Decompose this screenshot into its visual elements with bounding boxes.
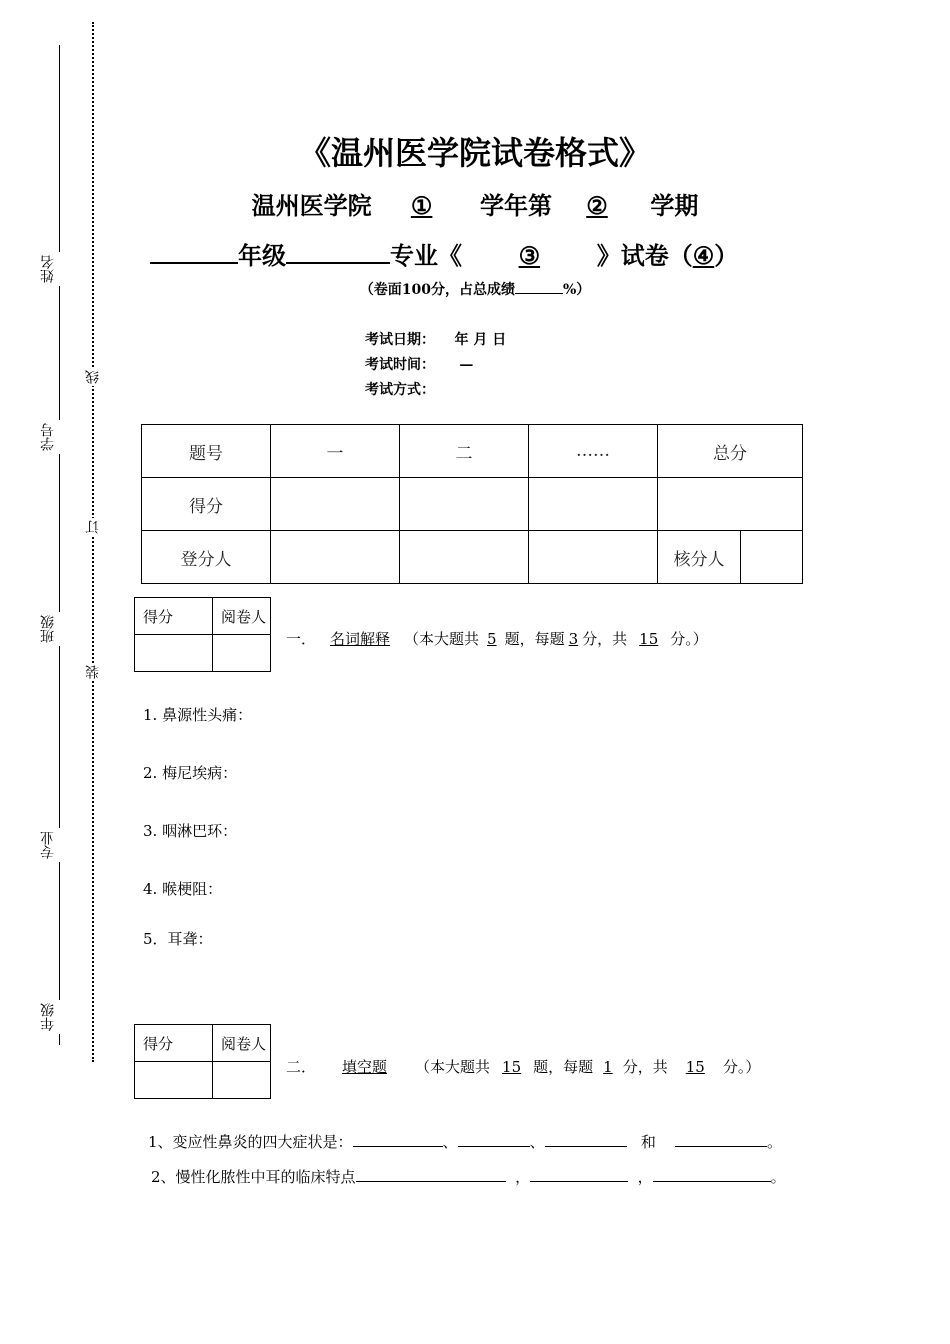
section-2-count: 15 bbox=[502, 1058, 522, 1076]
bind-char: 装 bbox=[85, 665, 101, 679]
section-2-heading bbox=[286, 1056, 760, 1077]
header-cell: …… bbox=[529, 425, 658, 478]
period: 。 bbox=[766, 1133, 782, 1151]
section-2-total: 15 bbox=[685, 1058, 705, 1076]
grader-score-cell[interactable] bbox=[135, 635, 213, 672]
recorder-cell[interactable] bbox=[400, 531, 529, 584]
table-row bbox=[142, 478, 803, 531]
grade-blank bbox=[150, 240, 238, 264]
header-cell: 一 bbox=[271, 425, 400, 478]
fill-question-1-text: 1、变应性鼻炎的四大症状是： bbox=[148, 1133, 353, 1151]
binding-dotted-line bbox=[92, 22, 94, 1062]
list-item: 5．耳聋： bbox=[143, 930, 213, 948]
fill-blank[interactable] bbox=[545, 1132, 627, 1147]
section-2-info-c: 分，共 bbox=[622, 1058, 668, 1076]
score-note bbox=[0, 279, 950, 299]
grader-score-cell[interactable] bbox=[135, 1062, 213, 1099]
section-2-info-b: 题，每题 bbox=[533, 1058, 594, 1076]
list-item: 1. 鼻源性头痛： bbox=[143, 706, 253, 724]
separator: 、 bbox=[529, 1133, 545, 1151]
exam-time bbox=[365, 354, 473, 374]
section-2-info-d: 分。） bbox=[722, 1058, 761, 1076]
recorder-label: 登分人 bbox=[142, 531, 271, 584]
section-1-count: 5 bbox=[487, 630, 497, 648]
school-name: 温州医学院 bbox=[251, 191, 372, 220]
year-label: 学年第 bbox=[480, 191, 552, 220]
line-char: 线 bbox=[85, 370, 101, 384]
fill-question-2-text: 2、慢性化脓性中耳的临床特点 bbox=[151, 1168, 356, 1186]
mark-2: ② bbox=[586, 191, 608, 220]
fill-blank[interactable] bbox=[653, 1167, 771, 1182]
order-char: 订 bbox=[85, 520, 101, 534]
school-year-line bbox=[0, 186, 950, 221]
section-2-name: 填空题 bbox=[342, 1058, 388, 1076]
header-cell: 总分 bbox=[658, 425, 803, 478]
section-1-per: 3 bbox=[568, 630, 579, 648]
exam-date-value: 年 月 日 bbox=[454, 332, 507, 348]
fill-blank[interactable] bbox=[675, 1132, 767, 1147]
class-label: 班级 bbox=[38, 612, 66, 646]
mark-4: ④ bbox=[692, 241, 715, 270]
checker-cell[interactable] bbox=[741, 531, 803, 584]
fill-blank[interactable] bbox=[353, 1132, 443, 1147]
period: 。 bbox=[770, 1168, 786, 1186]
table-row bbox=[142, 425, 803, 478]
table-row bbox=[142, 531, 803, 584]
section-1-heading bbox=[286, 628, 708, 649]
section-1-info-d: 分。） bbox=[670, 630, 708, 648]
exam-date bbox=[365, 329, 506, 349]
score-cell[interactable] bbox=[400, 478, 529, 531]
recorder-cell[interactable] bbox=[271, 531, 400, 584]
fill-blank[interactable] bbox=[356, 1167, 506, 1182]
grader-box-2 bbox=[134, 1024, 271, 1099]
section-1-info-b: 题，每题 bbox=[504, 630, 565, 648]
exam-date-label: 考试日期： bbox=[365, 332, 435, 348]
grader-reviewer-cell[interactable] bbox=[213, 1062, 271, 1099]
section-1-num: 一． bbox=[286, 630, 317, 648]
paper-label: 》试卷（ bbox=[596, 241, 693, 270]
comma: ， bbox=[515, 1168, 531, 1186]
recorder-cell[interactable] bbox=[529, 531, 658, 584]
term-label: 学期 bbox=[650, 191, 699, 220]
grader-reviewer-cell[interactable] bbox=[213, 635, 271, 672]
score-cell[interactable] bbox=[271, 478, 400, 531]
exam-method bbox=[365, 379, 435, 399]
separator: 、 bbox=[442, 1133, 458, 1151]
grader-score-label: 得分 bbox=[135, 598, 213, 635]
checker-label: 核分人 bbox=[658, 531, 741, 584]
comma: ， bbox=[637, 1168, 653, 1186]
section-2-per: 1 bbox=[603, 1058, 613, 1076]
score-note-a: （卷面100分，占总成绩 bbox=[359, 282, 515, 298]
list-item: 2. 梅尼埃病： bbox=[143, 764, 238, 782]
grader-reviewer-label: 阅卷人 bbox=[213, 1025, 271, 1062]
exam-time-value: — bbox=[459, 357, 474, 373]
fill-question-2 bbox=[151, 1166, 786, 1187]
section-1-name: 名词解释 bbox=[330, 630, 391, 648]
grade-label: 年级 bbox=[38, 1000, 66, 1034]
header-cell: 题号 bbox=[142, 425, 271, 478]
mark-3: ③ bbox=[518, 241, 541, 270]
grade-major-line bbox=[150, 236, 738, 271]
score-cell[interactable] bbox=[658, 478, 803, 531]
grader-reviewer-label: 阅卷人 bbox=[213, 598, 271, 635]
exam-method-label: 考试方式： bbox=[365, 382, 435, 398]
section-1-info-a: （本大题共 bbox=[404, 630, 480, 648]
percent-blank bbox=[515, 279, 563, 294]
page-title: 《温州医学院试卷格式》 bbox=[298, 134, 651, 172]
score-cell[interactable] bbox=[529, 478, 658, 531]
student-id-label: 学号 bbox=[38, 420, 66, 454]
list-item: 4. 喉梗阻： bbox=[143, 880, 223, 898]
exam-time-label: 考试时间： bbox=[365, 357, 435, 373]
fill-blank[interactable] bbox=[458, 1132, 530, 1147]
section-2-info-a: （本大题共 bbox=[415, 1058, 491, 1076]
paper-close: ） bbox=[714, 241, 739, 270]
mark-1: ① bbox=[410, 191, 433, 220]
fill-blank[interactable] bbox=[530, 1167, 628, 1182]
grader-score-label: 得分 bbox=[135, 1025, 213, 1062]
grade-text: 年级 bbox=[238, 241, 286, 270]
major-text: 专业《 bbox=[390, 241, 462, 270]
grader-box-1 bbox=[134, 597, 271, 672]
major-blank bbox=[286, 240, 390, 264]
name-label: 姓名 bbox=[38, 252, 66, 286]
score-row-label: 得分 bbox=[142, 478, 271, 531]
major-label: 专业 bbox=[38, 828, 66, 862]
section-2-num: 二． bbox=[286, 1058, 317, 1076]
score-table bbox=[141, 424, 803, 584]
section-1-info-c: 分，共 bbox=[582, 630, 628, 648]
section-1-total: 15 bbox=[639, 630, 659, 648]
and-word: 和 bbox=[640, 1133, 656, 1151]
fill-question-1 bbox=[148, 1131, 782, 1152]
score-note-b: %） bbox=[562, 282, 591, 298]
header-cell: 二 bbox=[400, 425, 529, 478]
list-item: 3. 咽淋巴环： bbox=[143, 822, 238, 840]
